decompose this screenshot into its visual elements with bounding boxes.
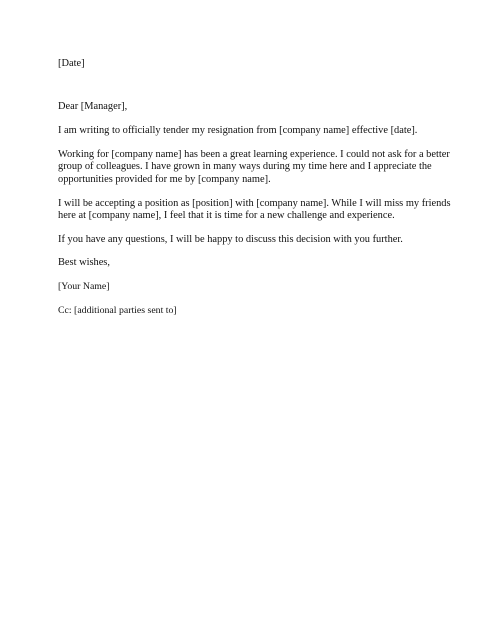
letter-salutation: Dear [Manager], xyxy=(58,100,128,112)
paragraph-experience xyxy=(58,148,450,187)
signature-name: [Your Name] xyxy=(58,280,110,292)
paragraph-new-position xyxy=(58,197,451,223)
paragraph-line: Working for [company name] has been a great learning experience. I could not ask for a better xyxy=(58,148,450,160)
paragraph-line: I will be accepting a position as [position] with [company name]. While I will miss my friends xyxy=(58,197,451,209)
paragraph-resignation-notice xyxy=(58,125,438,138)
cc-line: Cc: [additional parties sent to] xyxy=(58,304,177,316)
paragraph-line: If you have any questions, I will be happy to discuss this decision with you further. xyxy=(58,233,403,245)
paragraph-questions xyxy=(58,234,438,247)
resignation-letter xyxy=(58,58,451,317)
paragraph-line: here at [company name], I feel that it is time for a new challenge and experience. xyxy=(58,210,395,222)
paragraph-line: I am writing to officially tender my resignation from [company name] effective [date]. xyxy=(58,125,418,137)
paragraph-line: opportunities provided for me by [company name]. xyxy=(58,173,271,185)
letter-closing: Best wishes, xyxy=(58,257,110,269)
letter-date: [Date] xyxy=(58,58,85,69)
paragraph-line: group of colleagues. I have grown in many ways during my time here and I appreciate the xyxy=(58,161,432,173)
